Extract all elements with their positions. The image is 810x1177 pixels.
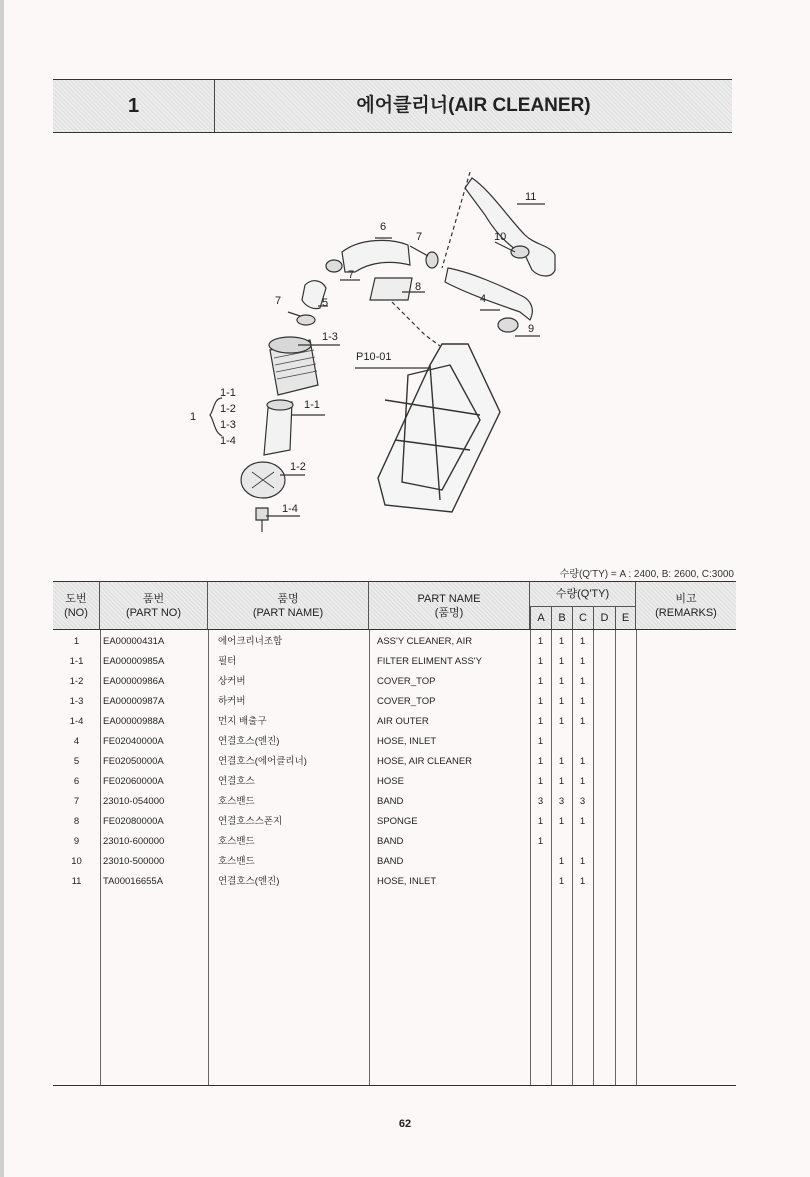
callout-6: 6 xyxy=(380,221,387,233)
header-remarks: 비고 (REMARKS) xyxy=(655,592,717,619)
parts-table xyxy=(53,581,736,1086)
row-part-no: 23010-500000 xyxy=(103,856,165,867)
row-name-kr: 필터 xyxy=(218,656,237,667)
page-edge xyxy=(0,0,4,1177)
row-name-kr: 상커버 xyxy=(218,676,246,687)
callout-10: 10 xyxy=(494,231,507,243)
row-qty-a: 1 xyxy=(537,836,544,847)
hose-4-shape xyxy=(445,268,532,320)
brace-1-1: 1-1 xyxy=(220,387,236,399)
brace-1-2: 1-2 xyxy=(220,403,236,415)
row-no: 1 xyxy=(73,636,80,647)
header-part-no: 품번 (PART NO) xyxy=(100,582,208,629)
hose-11-shape xyxy=(465,178,555,276)
row-no: 5 xyxy=(73,756,80,767)
callout-1-1: 1-1 xyxy=(304,399,320,411)
header-qty-b: B xyxy=(551,606,572,629)
quantity-note: 수량(Q'TY) = A : 2400, B: 2600, C:3000 xyxy=(559,569,734,580)
row-no: 1-4 xyxy=(69,716,84,727)
row-qty-c: 1 xyxy=(579,816,586,827)
row-qty-a: 1 xyxy=(537,756,544,767)
table-row xyxy=(53,712,736,732)
table-row xyxy=(53,632,736,652)
row-qty-a: 1 xyxy=(537,676,544,687)
row-no: 6 xyxy=(73,776,80,787)
sponge-8-shape xyxy=(370,278,412,300)
row-name-kr: 연결호스(엔진) xyxy=(218,876,280,887)
row-qty-a: 1 xyxy=(537,816,544,827)
table-row xyxy=(53,792,736,812)
outlet-1-4-shape xyxy=(256,508,268,520)
row-name-en: FILTER ELIMENT ASS'Y xyxy=(377,656,482,667)
table-header xyxy=(53,581,736,630)
row-no: 1-3 xyxy=(69,696,84,707)
row-part-no: 23010-054000 xyxy=(103,796,165,807)
row-part-no: EA00000986A xyxy=(103,676,165,687)
header-no: 도번 (NO) xyxy=(53,582,100,629)
row-qty-b: 1 xyxy=(558,816,565,827)
row-part-no: FE02040000A xyxy=(103,736,164,747)
row-qty-c: 1 xyxy=(579,856,586,867)
row-qty-b: 1 xyxy=(558,756,565,767)
header-part-name: 품명 (PART NAME) xyxy=(208,582,369,629)
row-part-no: FE02050000A xyxy=(103,756,164,767)
row-part-no: EA00000988A xyxy=(103,716,165,727)
row-name-kr: 먼지 배출구 xyxy=(218,716,267,727)
callout-1-2: 1-2 xyxy=(290,461,306,473)
row-part-no: TA00016655A xyxy=(103,876,164,887)
callout-p10-01: P10-01 xyxy=(356,351,392,363)
table-row xyxy=(53,812,736,832)
row-qty-a: 1 xyxy=(537,736,544,747)
row-qty-c: 3 xyxy=(579,796,586,807)
header-qty-a: A xyxy=(530,606,551,629)
section-number: 1 xyxy=(53,80,215,132)
row-name-kr: 호스밴드 xyxy=(218,856,255,867)
row-part-no: FE02060000A xyxy=(103,776,164,787)
row-name-kr: 연결호스(에어클리너) xyxy=(218,756,307,767)
row-qty-b: 1 xyxy=(558,876,565,887)
row-no: 1-1 xyxy=(69,656,84,667)
band-7-upper-shape xyxy=(426,252,438,268)
band-9-shape xyxy=(498,318,518,332)
row-qty-c: 1 xyxy=(579,676,586,687)
brace-1: 1 xyxy=(190,411,197,423)
callout-7c: 7 xyxy=(275,295,282,307)
row-part-no: EA00000431A xyxy=(103,636,165,647)
row-name-en: HOSE, INLET xyxy=(377,736,437,747)
row-qty-b: 1 xyxy=(558,656,565,667)
header-qty: 수량(Q'TY) xyxy=(530,582,636,606)
row-no: 1-2 xyxy=(69,676,84,687)
row-qty-c: 1 xyxy=(579,716,586,727)
row-name-kr: 호스밴드 xyxy=(218,796,255,807)
row-no: 9 xyxy=(73,836,80,847)
row-qty-a: 1 xyxy=(537,656,544,667)
row-no: 7 xyxy=(73,796,80,807)
row-qty-c: 1 xyxy=(579,776,586,787)
row-no: 10 xyxy=(71,856,82,867)
table-row xyxy=(53,832,736,852)
row-name-en: SPONGE xyxy=(377,816,418,827)
row-qty-c: 1 xyxy=(579,636,586,647)
table-row xyxy=(53,652,736,672)
row-qty-c: 1 xyxy=(579,876,586,887)
row-name-en: COVER_TOP xyxy=(377,676,436,687)
band-7-mid-shape xyxy=(326,260,342,272)
table-row xyxy=(53,672,736,692)
row-no: 4 xyxy=(73,736,80,747)
row-qty-a: 1 xyxy=(537,696,544,707)
row-qty-c: 1 xyxy=(579,756,586,767)
table-row xyxy=(53,872,736,892)
parts-diagram xyxy=(180,160,600,540)
row-qty-b: 1 xyxy=(558,856,565,867)
callout-5: 5 xyxy=(322,297,329,309)
row-qty-a: 1 xyxy=(537,636,544,647)
callout-7b: 7 xyxy=(348,269,355,281)
row-qty-a: 1 xyxy=(537,716,544,727)
callout-1-4: 1-4 xyxy=(282,503,298,515)
table-row xyxy=(53,752,736,772)
page-number: 62 xyxy=(398,1118,412,1130)
row-qty-c: 1 xyxy=(579,696,586,707)
row-name-en: HOSE, INLET xyxy=(377,876,437,887)
row-qty-b: 1 xyxy=(558,716,565,727)
row-qty-b: 1 xyxy=(558,676,565,687)
row-part-no: EA00000985A xyxy=(103,656,165,667)
row-qty-b: 1 xyxy=(558,776,565,787)
row-part-no: EA00000987A xyxy=(103,696,165,707)
table-row xyxy=(53,852,736,872)
row-name-en: BAND xyxy=(377,796,404,807)
row-no: 11 xyxy=(71,876,82,887)
row-name-en: AIR OUTER xyxy=(377,716,429,727)
row-name-kr: 에어크리너조합 xyxy=(218,636,283,647)
callout-1-3: 1-3 xyxy=(322,331,338,343)
hose-6-shape xyxy=(342,240,410,272)
brace-1-3: 1-3 xyxy=(220,419,236,431)
row-part-no: FE02080000A xyxy=(103,816,164,827)
row-part-no: 23010-600000 xyxy=(103,836,165,847)
header-qty-c: C xyxy=(572,606,593,629)
row-qty-a: 3 xyxy=(537,796,544,807)
callout-7a: 7 xyxy=(416,231,423,243)
callout-9: 9 xyxy=(528,323,535,335)
row-name-kr: 연결호스(엔진) xyxy=(218,736,280,747)
row-name-kr: 연결호스스폰지 xyxy=(218,816,283,827)
row-name-en: BAND xyxy=(377,856,404,867)
callout-11: 11 xyxy=(525,191,537,203)
row-name-kr: 호스밴드 xyxy=(218,836,255,847)
brace-1-4: 1-4 xyxy=(220,435,236,447)
row-name-en: HOSE xyxy=(377,776,404,787)
section-header xyxy=(53,79,732,133)
row-name-en: BAND xyxy=(377,836,404,847)
table-body xyxy=(53,630,736,1086)
row-name-kr: 하커버 xyxy=(218,696,246,707)
header-qty-e: E xyxy=(615,606,636,629)
frame-p10-01-shape xyxy=(378,344,500,512)
row-no: 8 xyxy=(73,816,80,827)
row-qty-c: 1 xyxy=(579,656,586,667)
callout-8: 8 xyxy=(415,281,422,293)
row-name-kr: 연결호스 xyxy=(218,776,255,787)
row-qty-a: 1 xyxy=(537,776,544,787)
table-row xyxy=(53,772,736,792)
row-name-en: HOSE, AIR CLEANER xyxy=(377,756,473,767)
header-qty-d: D xyxy=(593,606,615,629)
table-row xyxy=(53,692,736,712)
callout-4: 4 xyxy=(480,293,487,305)
row-name-en: COVER_TOP xyxy=(377,696,436,707)
row-name-en: ASS'Y CLEANER, AIR xyxy=(377,636,473,647)
header-part-name-en: PART NAME (품명) xyxy=(369,582,530,629)
table-row xyxy=(53,732,736,752)
row-qty-b: 1 xyxy=(558,696,565,707)
section-title: 에어클리너(AIR CLEANER) xyxy=(356,95,591,116)
row-qty-b: 3 xyxy=(558,796,565,807)
row-qty-b: 1 xyxy=(558,636,565,647)
